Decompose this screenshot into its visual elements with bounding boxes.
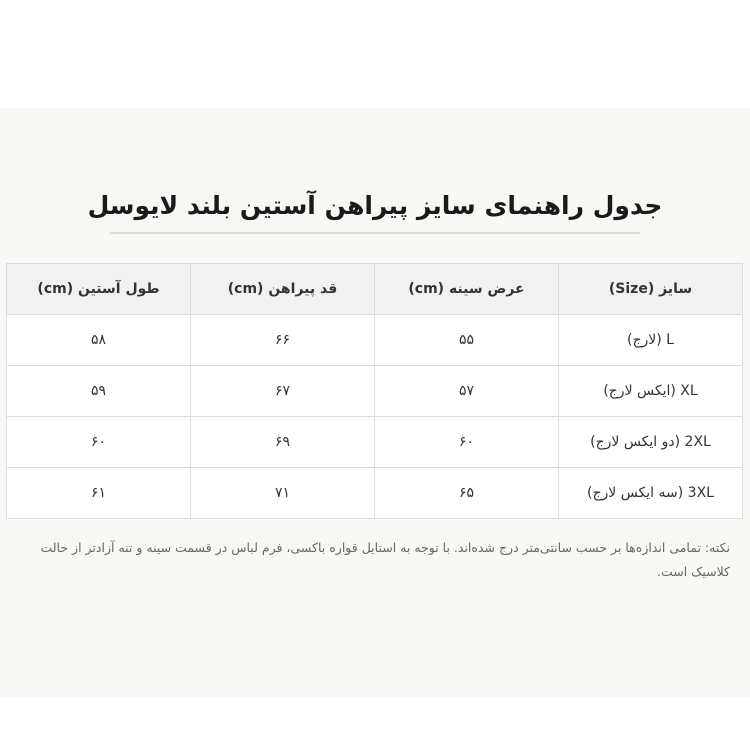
chest-width-cell: ۶۰ <box>375 417 559 468</box>
size-cell: 3XL (سه ایکس لارج) <box>559 468 743 519</box>
header-size: سایز (Size) <box>559 264 743 315</box>
table-header-row <box>7 264 743 315</box>
shirt-length-cell: ۶۹ <box>191 417 375 468</box>
size-cell: XL (ایکس لارج) <box>559 366 743 417</box>
table-row <box>7 468 743 519</box>
table-row <box>7 366 743 417</box>
sleeve-length-cell: ۶۱ <box>7 468 191 519</box>
size-cell: 2XL (دو ایکس لارج) <box>559 417 743 468</box>
shirt-length-cell: ۷۱ <box>191 468 375 519</box>
shirt-length-cell: ۶۷ <box>191 366 375 417</box>
header-shirt-length: قد پیراهن (cm) <box>191 264 375 315</box>
sleeve-length-cell: ۵۹ <box>7 366 191 417</box>
shirt-length-cell: ۶۶ <box>191 315 375 366</box>
chest-width-cell: ۶۵ <box>375 468 559 519</box>
size-table <box>6 263 743 519</box>
header-sleeve-length: طول آستین (cm) <box>7 264 191 315</box>
page-title: جدول راهنمای سایز پیراهن آستین بلند لایوسل <box>87 191 663 220</box>
sleeve-length-cell: ۶۰ <box>7 417 191 468</box>
chest-width-cell: ۵۷ <box>375 366 559 417</box>
table-row <box>7 315 743 366</box>
title-divider <box>110 232 640 234</box>
size-cell: L (لارج) <box>559 315 743 366</box>
sleeve-length-cell: ۵۸ <box>7 315 191 366</box>
chest-width-cell: ۵۵ <box>375 315 559 366</box>
table-row <box>7 417 743 468</box>
size-guide-panel <box>0 108 750 698</box>
size-note: نکته: تمامی اندازه‌ها بر حسب سانتی‌متر درج شده‌اند. با توجه به استایل قواره باکسی، فرم لباس در قسمت سینه و تنه آزادتر از حالت کلاسیک است. <box>40 540 730 579</box>
header-chest-width: عرض سینه (cm) <box>375 264 559 315</box>
